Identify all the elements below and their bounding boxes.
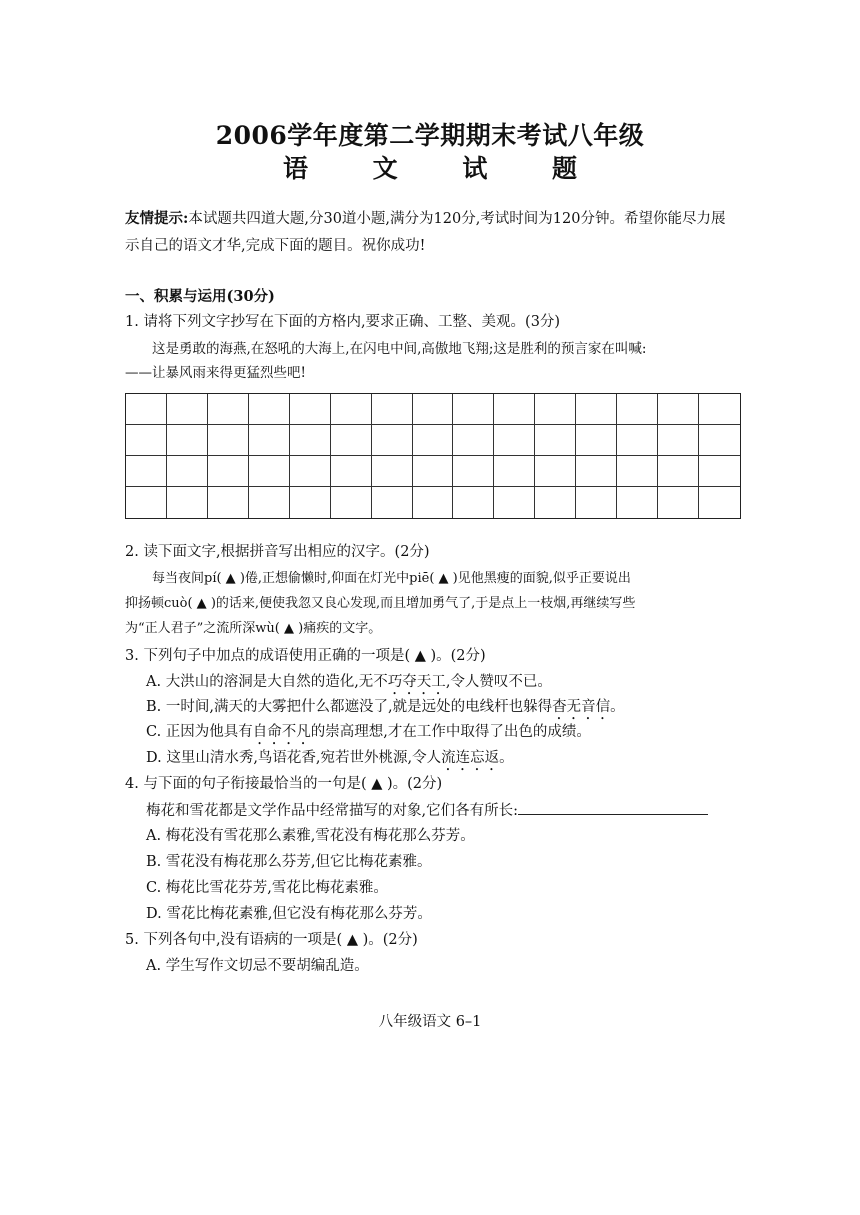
grid-cell[interactable] [208,425,249,456]
q4-option-d: D. 雪花比梅花素雅,但它没有梅花那么芬芳。 [146,906,432,922]
grid-cell[interactable] [331,487,372,518]
section-heading: 一、积累与运用(30分) [125,288,275,305]
grid-cell[interactable] [290,456,331,487]
grid-cell[interactable] [535,487,576,518]
q3-d-idiom: 流连忘返 [441,750,500,766]
grid-cell[interactable] [453,394,494,425]
tip-text-1: 本试题共四道大题,分30道小题,满分为120分,考试时间为120分钟。希望你能尽力展 [188,211,726,227]
q3-option-d [146,748,514,774]
grid-cell[interactable] [617,425,658,456]
grid-cell[interactable] [617,487,658,518]
grid-cell[interactable] [576,425,617,456]
grid-cell[interactable] [167,394,208,425]
grid-cell[interactable] [331,394,372,425]
copy-grid[interactable] [125,393,741,519]
grid-cell[interactable] [413,456,454,487]
grid-cell[interactable] [535,425,576,456]
grid-cell[interactable] [331,425,372,456]
grid-cell[interactable] [208,394,249,425]
q2-line-2: 抑扬顿cuò( ▲ )的话来,便使我忽又良心发现,而且增加勇气了,于是点上一枝烟,再继续写些 [125,596,636,611]
grid-cell[interactable] [535,394,576,425]
q3-b-tail: 。 [610,699,625,715]
q4-prompt-line [146,800,708,821]
q5-option-a: A. 学生写作文切忌不要胡编乱造。 [146,958,369,974]
q2-line-1: 每当夜间pí( ▲ )倦,正想偷懒时,仰面在灯光中piē( ▲ )见他黑瘦的面貌,似乎正要说出 [152,571,631,586]
grid-cell[interactable] [658,394,699,425]
grid-cell[interactable] [290,425,331,456]
q2-line-3: 为“正人君子”之流所深wù( ▲ )痛疾的文字。 [125,621,382,636]
q3-a-tail: ,令人赞叹不已。 [445,674,552,690]
q4-stem: 4. 与下面的句子衔接最恰当的一句是( ▲ )。(2分) [125,776,443,792]
grid-cell[interactable] [249,394,290,425]
grid-cell[interactable] [208,487,249,518]
q2-stem: 2. 读下面文字,根据拼音写出相应的汉字。(2分) [125,544,430,560]
grid-cell[interactable] [290,394,331,425]
grid-cell[interactable] [453,487,494,518]
tip-line-1 [125,209,726,229]
q3-c-text: C. 正因为他具有 [146,724,253,740]
grid-cell[interactable] [413,394,454,425]
grid-cell[interactable] [372,394,413,425]
grid-cell[interactable] [699,487,740,518]
grid-cell[interactable] [372,456,413,487]
q1-passage-line-2: ——让暴风雨来得更猛烈些吧! [125,365,306,381]
q3-c-idiom: 自命不凡 [252,724,311,740]
grid-cell[interactable] [249,487,290,518]
q3-d-tail: 。 [499,750,514,766]
exam-title: 2006学年度第二学期期末考试八年级 [215,121,645,150]
tip-label: 友情提示: [125,210,189,227]
grid-cell[interactable] [576,394,617,425]
grid-cell[interactable] [249,456,290,487]
grid-cell[interactable] [699,425,740,456]
grid-cell[interactable] [658,425,699,456]
q4-option-a: A. 梅花没有雪花那么素雅,雪花没有梅花那么芬芳。 [146,828,475,844]
q1-stem: 1. 请将下列文字抄写在下面的方格内,要求正确、工整、美观。(3分) [125,314,561,330]
grid-cell[interactable] [453,456,494,487]
q3-stem: 3. 下列句子中加点的成语使用正确的一项是( ▲ )。(2分) [125,648,486,664]
grid-cell[interactable] [576,456,617,487]
grid-cell[interactable] [494,425,535,456]
grid-cell[interactable] [167,425,208,456]
page-footer: 八年级语文 6–1 [378,1014,482,1030]
grid-cell[interactable] [413,487,454,518]
grid-cell[interactable] [290,487,331,518]
q3-c-tail: 的崇高理想,才在工作中取得了出色的成绩。 [310,724,591,740]
grid-cell[interactable] [372,425,413,456]
grid-cell[interactable] [494,456,535,487]
grid-cell[interactable] [617,456,658,487]
q3-a-idiom: 巧夺天工 [387,674,446,690]
grid-cell[interactable] [699,456,740,487]
grid-cell[interactable] [617,394,658,425]
q3-a-text: A. 大洪山的溶洞是大自然的造化,无不 [146,674,388,690]
grid-cell[interactable] [535,456,576,487]
q3-option-b [146,697,625,723]
grid-cell[interactable] [167,456,208,487]
grid-cell[interactable] [658,456,699,487]
q3-b-text: B. 一时间,满天的大雾把什么都遮没了,就是远处的电线杆也躲得 [146,699,553,715]
q3-d-text: D. 这里山清水秀,鸟语花香,宛若世外桃源,令人 [146,750,442,766]
grid-cell[interactable] [126,487,167,518]
q4-option-c: C. 梅花比雪花芬芳,雪花比梅花素雅。 [146,880,388,896]
q3-b-idiom: 杳无音信 [552,699,611,715]
grid-cell[interactable] [249,425,290,456]
grid-cell[interactable] [494,487,535,518]
grid-cell[interactable] [494,394,535,425]
tip-line-2: 示自己的语文才华,完成下面的题目。祝你成功! [125,238,426,254]
exam-subtitle: 语 文 试 题 [282,154,606,183]
grid-cell[interactable] [658,487,699,518]
q3-option-c [146,722,591,748]
grid-cell[interactable] [453,425,494,456]
q3-option-a [146,672,552,698]
q4-option-b: B. 雪花没有梅花那么芬芳,但它比梅花素雅。 [146,854,432,870]
q4-prompt: 梅花和雪花都是文学作品中经常描写的对象,它们各有所长: [146,803,518,819]
grid-cell[interactable] [413,425,454,456]
grid-cell[interactable] [699,394,740,425]
grid-cell[interactable] [167,487,208,518]
grid-cell[interactable] [208,456,249,487]
q5-stem: 5. 下列各句中,没有语病的一项是( ▲ )。(2分) [125,932,418,948]
grid-cell[interactable] [372,487,413,518]
grid-cell[interactable] [126,394,167,425]
grid-cell[interactable] [126,425,167,456]
q1-passage-line-1: 这是勇敢的海燕,在怒吼的大海上,在闪电中间,高傲地飞翔;这是胜利的预言家在叫喊: [152,341,647,357]
grid-cell[interactable] [126,456,167,487]
q4-answer-blank[interactable] [518,800,708,815]
grid-cell[interactable] [576,487,617,518]
grid-cell[interactable] [331,456,372,487]
